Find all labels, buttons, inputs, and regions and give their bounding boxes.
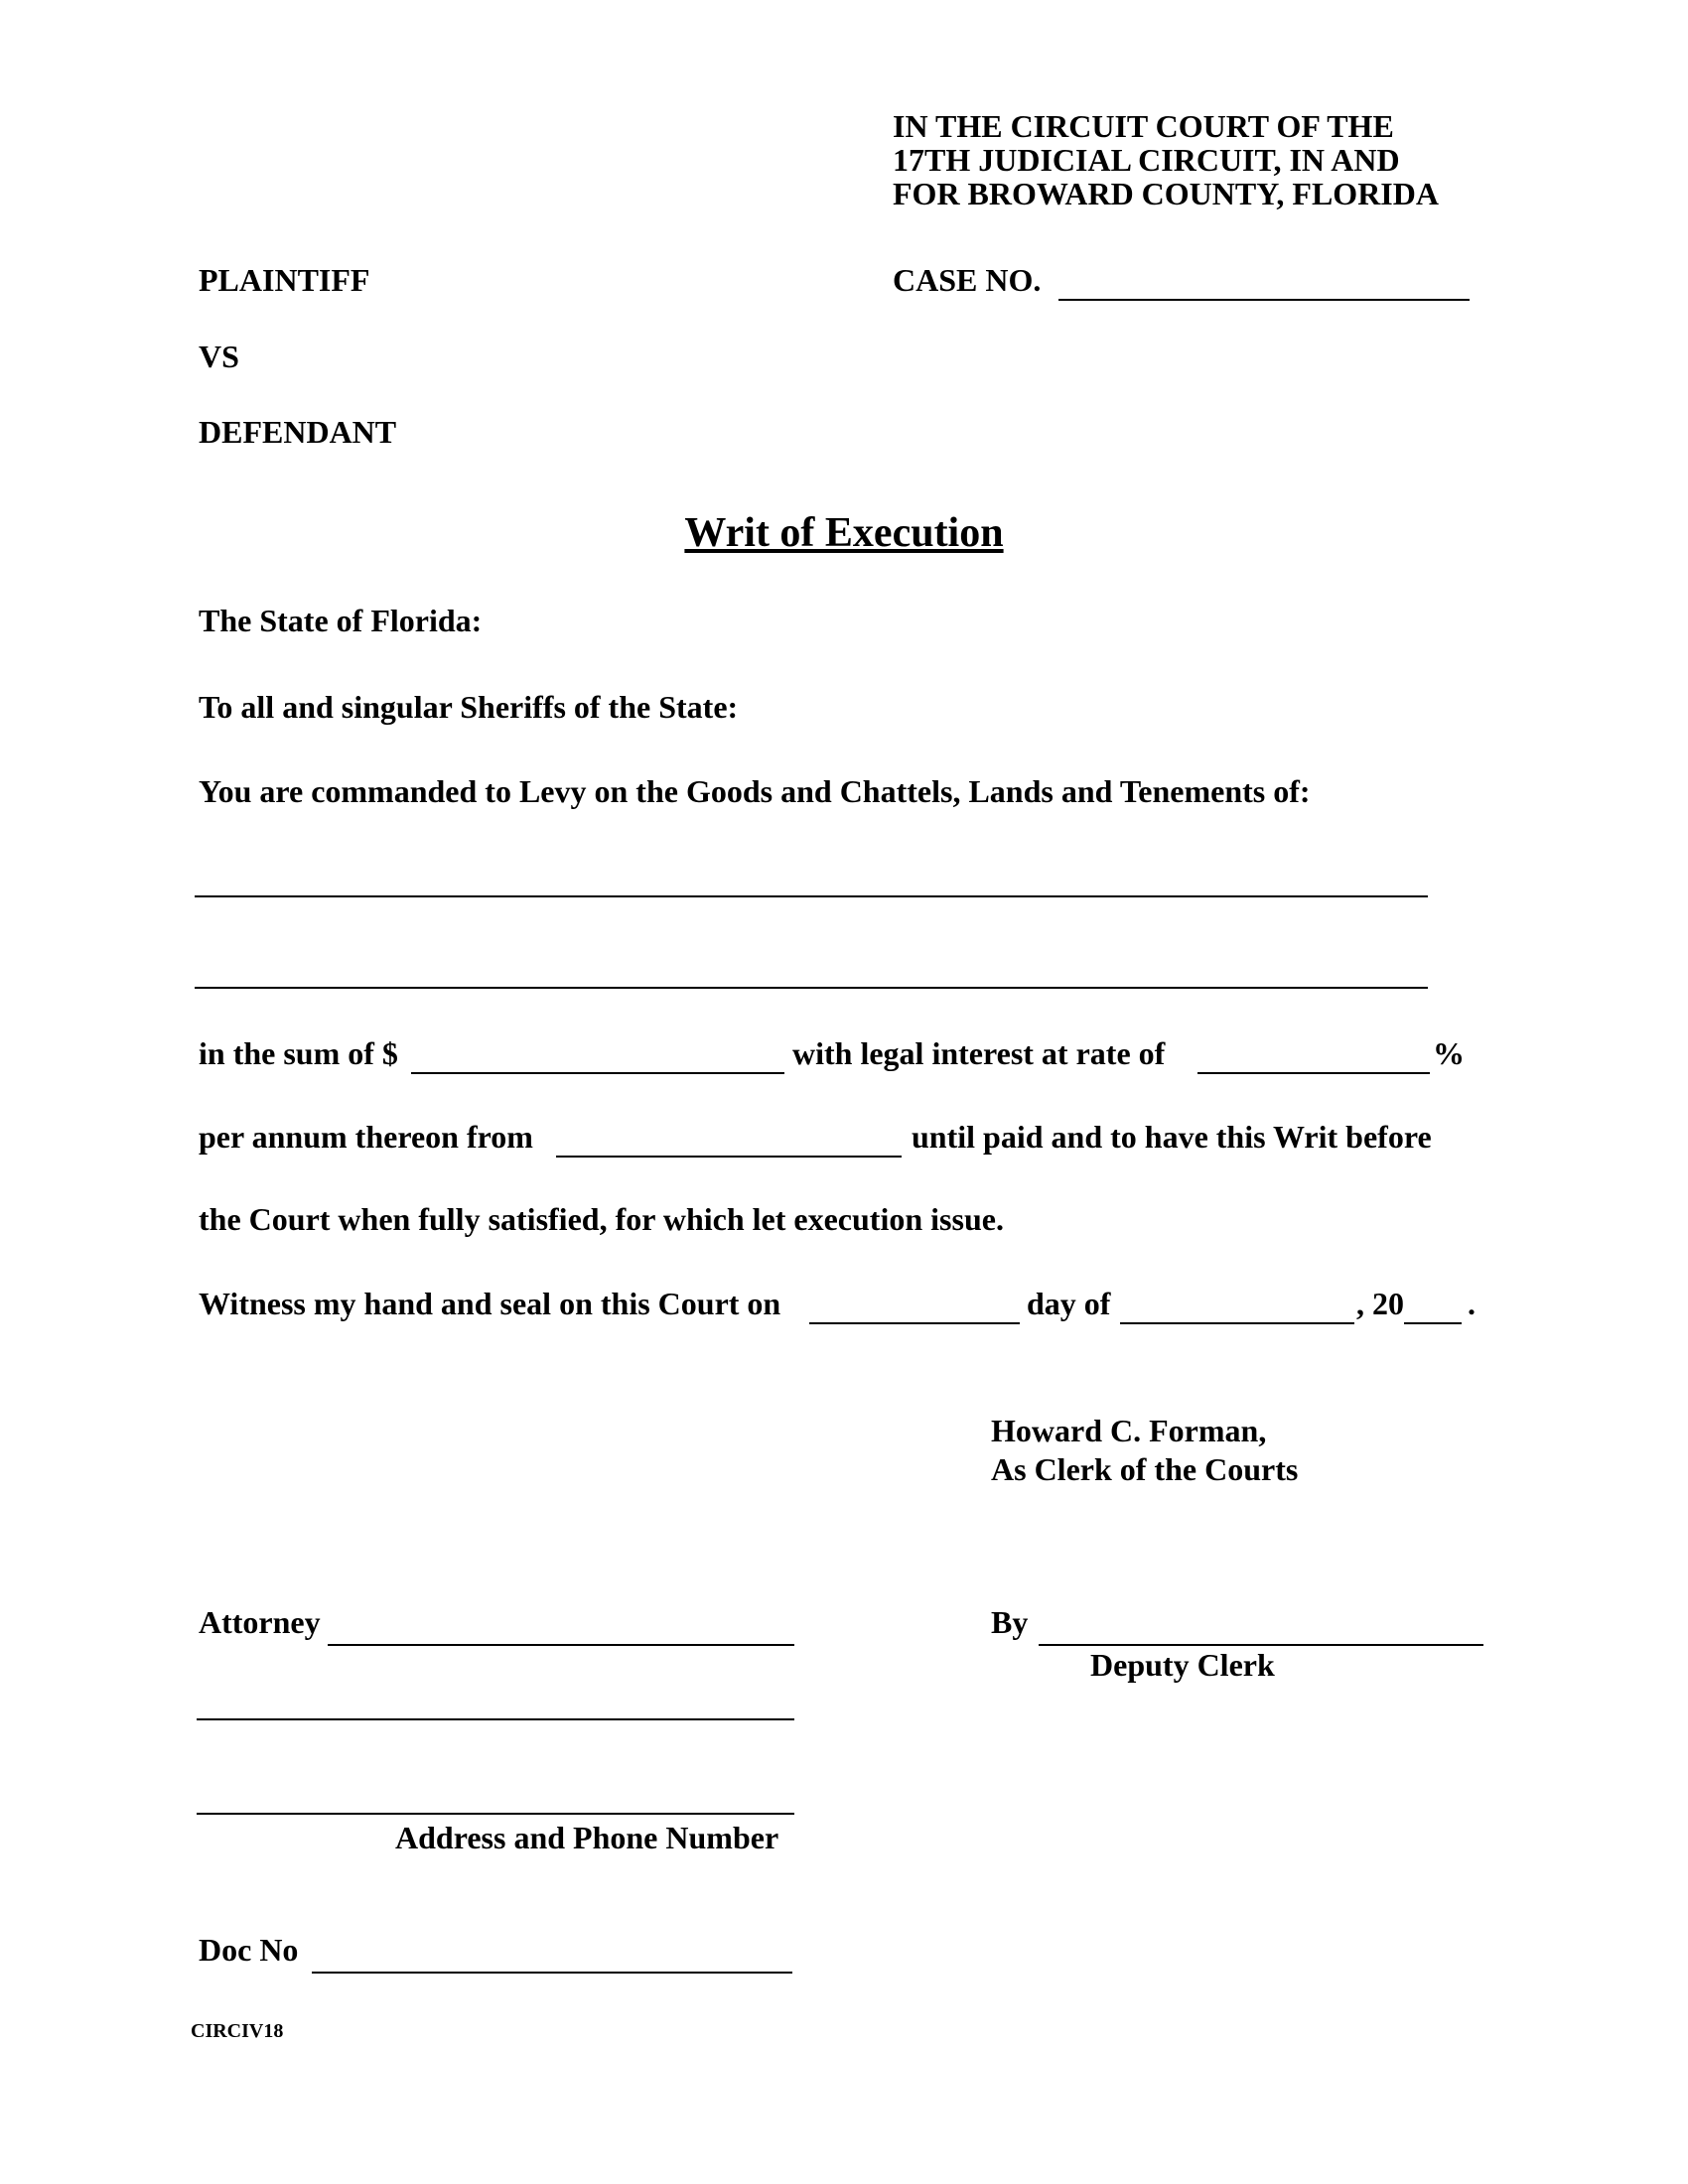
interest-from-date-field[interactable] bbox=[556, 1156, 902, 1158]
witness-year-field[interactable] bbox=[1404, 1322, 1462, 1324]
clerk-title: As Clerk of the Courts bbox=[991, 1451, 1299, 1487]
attorney-address-line-1[interactable] bbox=[197, 1718, 794, 1720]
state-of-florida: The State of Florida: bbox=[199, 603, 483, 638]
deputy-clerk-label: Deputy Clerk bbox=[1090, 1647, 1275, 1683]
witness-period: . bbox=[1468, 1286, 1476, 1321]
court-header-line-3: FOR BROWARD COUNTY, FLORIDA bbox=[893, 176, 1439, 211]
by-label: By bbox=[991, 1604, 1029, 1640]
sheriffs-address: To all and singular Sheriffs of the State: bbox=[199, 689, 739, 725]
levy-command: You are commanded to Levy on the Goods and Chattels, Lands and Tenements of: bbox=[199, 773, 1311, 809]
attorney-label: Attorney bbox=[199, 1604, 321, 1640]
interest-rate-field[interactable] bbox=[1197, 1072, 1430, 1074]
witness-day-field[interactable] bbox=[809, 1322, 1020, 1324]
court-header-line-2: 17TH JUDICIAL CIRCUIT, IN AND bbox=[893, 142, 1400, 178]
witness-month-field[interactable] bbox=[1120, 1322, 1354, 1324]
witness-day-of: day of bbox=[1027, 1286, 1111, 1321]
vs-label: VS bbox=[199, 339, 239, 374]
sum-amount-field[interactable] bbox=[411, 1072, 784, 1074]
debtor-name-line-2[interactable] bbox=[195, 987, 1428, 989]
witness-prefix: Witness my hand and seal on this Court on bbox=[199, 1286, 781, 1321]
doc-no-label: Doc No bbox=[199, 1932, 299, 1968]
address-phone-label: Address and Phone Number bbox=[395, 1820, 779, 1855]
doc-no-field[interactable] bbox=[312, 1972, 792, 1974]
clerk-name: Howard C. Forman, bbox=[991, 1413, 1267, 1448]
sum-prefix: in the sum of $ bbox=[199, 1035, 398, 1071]
court-satisfied-line: the Court when fully satisfied, for which let execution issue. bbox=[199, 1201, 1004, 1237]
defendant-label: DEFENDANT bbox=[199, 414, 397, 450]
case-no-label: CASE NO. bbox=[893, 262, 1042, 298]
interest-label: with legal interest at rate of bbox=[792, 1035, 1166, 1071]
annum-suffix: until paid and to have this Writ before bbox=[912, 1119, 1432, 1155]
deputy-clerk-signature-field[interactable] bbox=[1039, 1644, 1483, 1646]
attorney-address-line-2[interactable] bbox=[197, 1813, 794, 1815]
witness-year-prefix: , 20 bbox=[1356, 1286, 1404, 1321]
court-header-line-1: IN THE CIRCUIT COURT OF THE bbox=[893, 108, 1394, 144]
attorney-field[interactable] bbox=[328, 1644, 794, 1646]
plaintiff-label: PLAINTIFF bbox=[199, 262, 370, 298]
document-title: Writ of Execution bbox=[684, 510, 1004, 556]
annum-prefix: per annum thereon from bbox=[199, 1119, 533, 1155]
form-code: CIRCIV18 bbox=[191, 2020, 284, 2042]
case-no-field[interactable] bbox=[1058, 299, 1470, 301]
percent-sign: % bbox=[1433, 1035, 1465, 1071]
debtor-name-line-1[interactable] bbox=[195, 895, 1428, 897]
